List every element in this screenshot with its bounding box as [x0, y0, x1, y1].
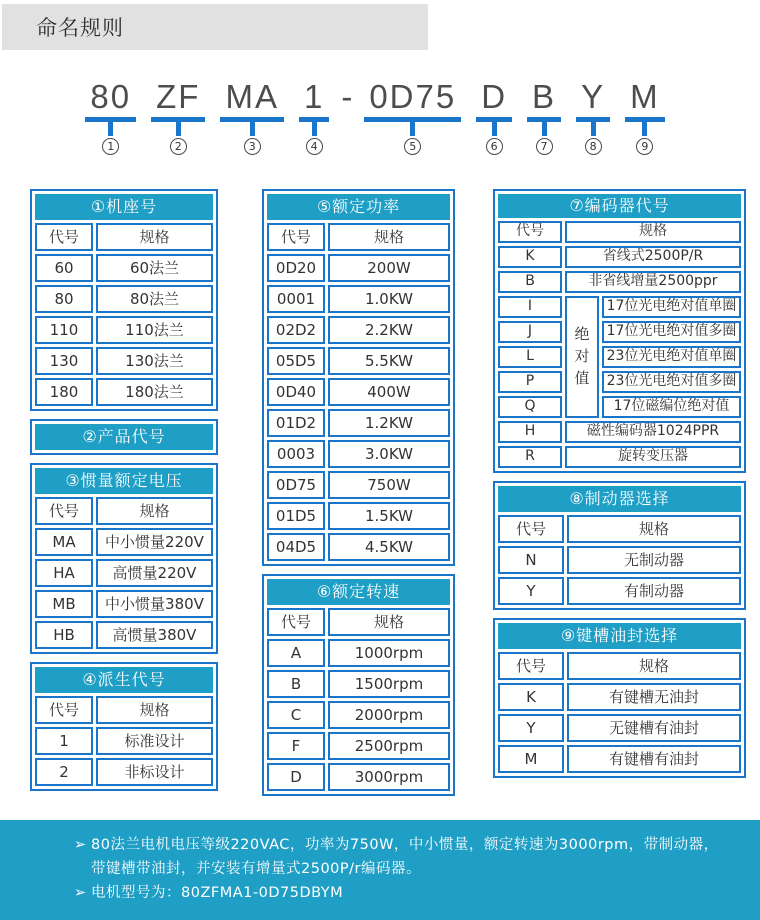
row-spec: 23位光电绝对值多圈: [602, 371, 741, 393]
segment-code: 0D75: [369, 78, 457, 115]
row-code: 0D75: [267, 471, 325, 499]
table-row: [267, 732, 450, 760]
group-label-char: 对: [574, 347, 590, 366]
row-spec: 有制动器: [567, 577, 741, 605]
row-code: C: [267, 701, 325, 729]
row-code: 0D40: [267, 378, 325, 406]
section-title: ⑨键槽油封选择: [498, 623, 741, 649]
table-row: [267, 701, 450, 729]
group-label-char: 绝: [574, 325, 590, 344]
footer-bullet-icon: ➢: [74, 885, 87, 901]
row-code: H: [498, 421, 562, 443]
row-code: 60: [35, 254, 93, 282]
row-code: HA: [35, 559, 93, 587]
column-right: [493, 189, 746, 786]
table-row: [498, 714, 741, 742]
segment-tick: [642, 122, 647, 136]
model-segment: [369, 80, 456, 155]
segment-tick: [591, 122, 596, 136]
table-row: [35, 254, 213, 282]
row-code: Y: [498, 577, 564, 605]
row-spec: 省线式2500P/R: [565, 246, 741, 268]
row-spec: 23位光电绝对值单圈: [602, 346, 741, 368]
col-header-code: 代号: [498, 515, 564, 543]
table-row: [498, 296, 741, 318]
col-header-code: 代号: [498, 221, 562, 243]
table-rated-power: [262, 189, 455, 566]
table-row: [267, 502, 450, 530]
table-inertia-voltage: [30, 463, 218, 654]
segment-number-circle: 5: [404, 138, 421, 155]
row-code: MB: [35, 590, 93, 618]
row-spec: 3.0KW: [328, 440, 450, 468]
tables-region: [30, 189, 760, 804]
row-spec: 180法兰: [96, 378, 213, 406]
row-spec: 60法兰: [96, 254, 213, 282]
table-row: [498, 321, 741, 343]
segment-tick: [312, 122, 317, 136]
col-header-spec: 规格: [567, 652, 741, 680]
row-code: J: [498, 321, 562, 343]
model-segment: [90, 80, 131, 155]
row-spec: 2000rpm: [328, 701, 450, 729]
row-spec: 17位光电绝对值多圈: [602, 321, 741, 343]
segment-code: 1: [303, 78, 325, 115]
table-row: [498, 745, 741, 773]
row-code: I: [498, 296, 562, 318]
table-row: [267, 533, 450, 561]
table-row: [35, 559, 213, 587]
segment-tick: [410, 122, 415, 136]
row-code: 180: [35, 378, 93, 406]
segment-number-circle: 1: [102, 138, 119, 155]
row-spec: 有键槽无油封: [567, 683, 741, 711]
segment-tick: [542, 122, 547, 136]
row-spec: 有键槽有油封: [567, 745, 741, 773]
col-header-spec: 规格: [328, 608, 450, 636]
table-row: [498, 396, 741, 418]
table-row: [498, 683, 741, 711]
table-rated-speed: [262, 574, 455, 796]
footer-bullet-icon: ➢: [74, 837, 87, 853]
row-spec: 80法兰: [96, 285, 213, 313]
row-spec: 4.5KW: [328, 533, 450, 561]
table-frame-size: [30, 189, 218, 411]
table-keyway-oilseal: [493, 618, 746, 778]
col-header-spec: 规格: [96, 223, 213, 251]
row-spec: 无键槽有油封: [567, 714, 741, 742]
model-segment: [225, 80, 279, 155]
row-code: 02D2: [267, 316, 325, 344]
table-row: [35, 378, 213, 406]
table-row: [35, 528, 213, 556]
row-code: 110: [35, 316, 93, 344]
table-row: [498, 346, 741, 368]
row-code: B: [498, 271, 562, 293]
row-spec: 非标设计: [96, 758, 213, 786]
table-row: [267, 254, 450, 282]
col-header-code: 代号: [35, 696, 93, 724]
segment-number-circle: 3: [244, 138, 261, 155]
row-code: 2: [35, 758, 93, 786]
row-spec: 1.0KW: [328, 285, 450, 313]
table-row: [498, 421, 741, 443]
row-code: L: [498, 346, 562, 368]
row-spec: 高惯量380V: [96, 621, 213, 649]
row-spec: 1500rpm: [328, 670, 450, 698]
row-spec: 400W: [328, 378, 450, 406]
segment-code: ZF: [156, 78, 201, 115]
row-spec: 磁性编码器1024PPR: [565, 421, 741, 443]
model-segment: [532, 80, 556, 155]
row-spec: 130法兰: [96, 347, 213, 375]
table-row: [267, 378, 450, 406]
section-title: ③惯量额定电压: [35, 468, 213, 494]
row-spec: 5.5KW: [328, 347, 450, 375]
table-row: [267, 347, 450, 375]
footer-line: [74, 833, 740, 857]
model-segment: [156, 80, 200, 155]
table-row: [35, 727, 213, 755]
table-row: [267, 763, 450, 791]
footer-bullet-icon: [74, 857, 91, 881]
segment-number-circle: 8: [585, 138, 602, 155]
row-spec: 2500rpm: [328, 732, 450, 760]
segment-code: Y: [581, 78, 606, 115]
row-spec: 2.2KW: [328, 316, 450, 344]
row-code: A: [267, 639, 325, 667]
table-row: [35, 590, 213, 618]
row-spec: 无制动器: [567, 546, 741, 574]
segment-number-circle: 6: [486, 138, 503, 155]
section-title: ⑦编码器代号: [498, 194, 741, 218]
row-code: MA: [35, 528, 93, 556]
table-row: [498, 246, 741, 268]
segment-number-circle: 2: [170, 138, 187, 155]
row-code: M: [498, 745, 564, 773]
table-derivative-code: [30, 662, 218, 791]
page-title-bar: [2, 4, 428, 50]
segment-code: B: [532, 78, 557, 115]
segment-code: MA: [225, 78, 279, 115]
col-header-spec: 规格: [567, 515, 741, 543]
row-code: 0003: [267, 440, 325, 468]
col-header-code: 代号: [35, 223, 93, 251]
row-code: 130: [35, 347, 93, 375]
row-code: 1: [35, 727, 93, 755]
table-row: [498, 371, 741, 393]
model-segment: [481, 80, 507, 155]
footer-note: [0, 820, 760, 920]
segment-tick: [176, 122, 181, 136]
row-code: D: [267, 763, 325, 791]
row-code: B: [267, 670, 325, 698]
table-encoder-code: [493, 189, 746, 473]
table-row: [498, 446, 741, 468]
footer-line: [74, 881, 740, 905]
row-code: R: [498, 446, 562, 468]
table-row: [35, 347, 213, 375]
section-title: ④派生代号: [35, 667, 213, 693]
row-code: 04D5: [267, 533, 325, 561]
table-row: [498, 577, 741, 605]
model-segment: [304, 80, 324, 155]
row-spec: 非省线增量2500ppr: [565, 271, 741, 293]
section-title: ⑤额定功率: [267, 194, 450, 220]
table-brake-option: [493, 481, 746, 610]
row-code: Y: [498, 714, 564, 742]
table-row: [35, 285, 213, 313]
section-title: ⑥额定转速: [267, 579, 450, 605]
row-spec: 1.5KW: [328, 502, 450, 530]
row-code: 05D5: [267, 347, 325, 375]
table-row: [267, 639, 450, 667]
column-left: [30, 189, 218, 799]
group-label-char: 值: [574, 368, 590, 387]
row-spec: 中小惯量380V: [96, 590, 213, 618]
segment-code: 80: [90, 78, 132, 115]
row-code: 0D20: [267, 254, 325, 282]
segment-number-circle: 7: [536, 138, 553, 155]
row-spec: 3000rpm: [328, 763, 450, 791]
model-separator: -: [341, 78, 353, 115]
segment-number-circle: 9: [636, 138, 653, 155]
col-header-spec: 规格: [565, 221, 741, 243]
section-title: ①机座号: [35, 194, 213, 220]
row-code: K: [498, 683, 564, 711]
table-row: [267, 440, 450, 468]
footer-text: 带键槽带油封，并安装有增量式2500P/r编码器。: [91, 861, 421, 877]
table-row: [267, 409, 450, 437]
model-number-diagram: [0, 80, 760, 155]
table-row: [267, 471, 450, 499]
col-header-code: 代号: [267, 223, 325, 251]
footer-text: 电机型号为：80ZFMA1-0D75DBYM: [91, 885, 344, 901]
segment-tick: [108, 122, 113, 136]
col-header-code: 代号: [267, 608, 325, 636]
model-segment: [581, 80, 605, 155]
row-code: K: [498, 246, 562, 268]
row-spec: 750W: [328, 471, 450, 499]
row-spec: 标准设计: [96, 727, 213, 755]
section-title: ⑧制动器选择: [498, 486, 741, 512]
section-title: ②产品代号: [35, 424, 213, 450]
row-spec: 高惯量220V: [96, 559, 213, 587]
page-title: 命名规则: [36, 16, 124, 40]
segment-number-circle: 4: [306, 138, 323, 155]
table-row: [267, 316, 450, 344]
row-code: 0001: [267, 285, 325, 313]
table-product-code: [30, 419, 218, 455]
row-spec: 1000rpm: [328, 639, 450, 667]
group-label-vertical: [565, 296, 599, 418]
col-header-spec: 规格: [96, 696, 213, 724]
table-row: [35, 621, 213, 649]
row-spec: 110法兰: [96, 316, 213, 344]
table-row: [267, 285, 450, 313]
row-code: F: [267, 732, 325, 760]
table-row: [267, 670, 450, 698]
table-row: [498, 546, 741, 574]
row-code: P: [498, 371, 562, 393]
col-header-spec: 规格: [328, 223, 450, 251]
col-header-spec: 规格: [96, 497, 213, 525]
footer-text: 80法兰电机电压等级220VAC，功率为750W，中小惯量，额定转速为3000rpm，带制动器，: [91, 837, 719, 853]
column-middle: [262, 189, 455, 804]
col-header-code: 代号: [35, 497, 93, 525]
row-spec: 中小惯量220V: [96, 528, 213, 556]
row-code: HB: [35, 621, 93, 649]
model-segment: [630, 80, 660, 155]
table-row: [35, 758, 213, 786]
table-row: [498, 271, 741, 293]
row-spec: 旋转变压器: [565, 446, 741, 468]
row-code: N: [498, 546, 564, 574]
row-code: 01D2: [267, 409, 325, 437]
row-spec: 17位磁编位绝对值: [602, 396, 741, 418]
col-header-code: 代号: [498, 652, 564, 680]
row-spec: 1.2KW: [328, 409, 450, 437]
segment-code: M: [630, 78, 660, 115]
table-row: [35, 316, 213, 344]
row-spec: 17位光电绝对值单圈: [602, 296, 741, 318]
row-code: 80: [35, 285, 93, 313]
segment-code: D: [481, 78, 508, 115]
row-code: 01D5: [267, 502, 325, 530]
segment-tick: [492, 122, 497, 136]
segment-tick: [250, 122, 255, 136]
footer-line: [74, 857, 740, 881]
row-spec: 200W: [328, 254, 450, 282]
row-code: Q: [498, 396, 562, 418]
